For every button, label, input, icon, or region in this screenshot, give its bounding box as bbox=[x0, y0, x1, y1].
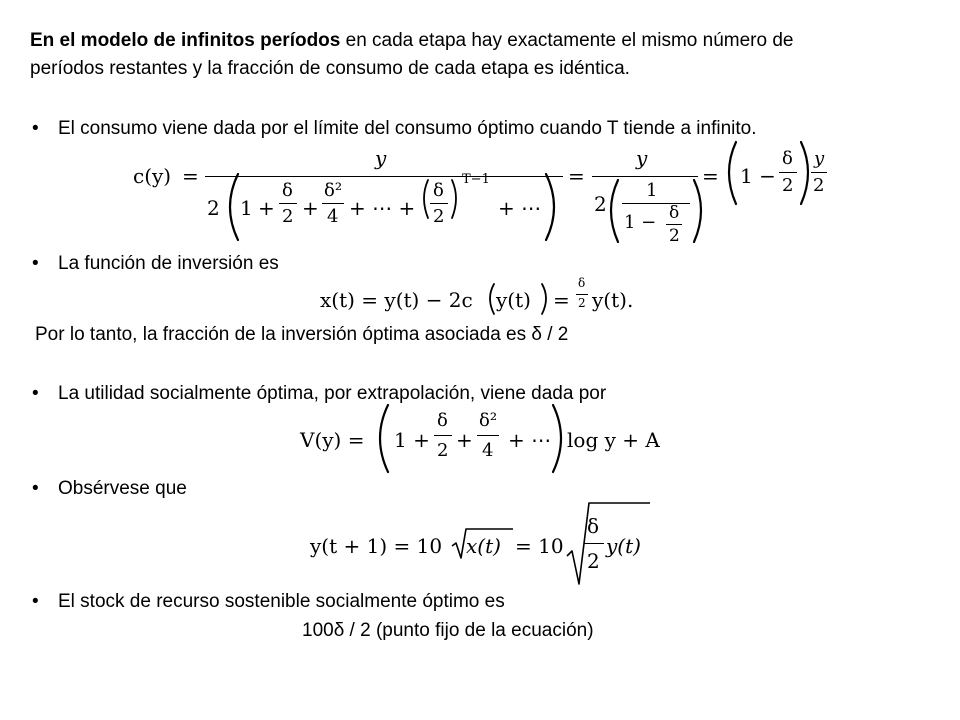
eq2-rhs: y(t). bbox=[592, 288, 634, 312]
eq4-radicand-1: x(t) bbox=[466, 534, 501, 558]
eq4-frac-den: 2 bbox=[587, 549, 600, 573]
eq1-plus-2: + bbox=[302, 196, 319, 220]
eq4-lhs: y(t + 1) = 10 bbox=[310, 534, 443, 558]
eq1-inner-one: 1 bbox=[646, 180, 658, 201]
eq2-frac-den: 2 bbox=[578, 296, 586, 310]
eq3-one: 1 + bbox=[394, 428, 430, 452]
eq2-frac-num: δ bbox=[578, 276, 586, 290]
bullet-2-text: La función de inversión es bbox=[58, 253, 279, 274]
bullet-2-conclusion: Por lo tanto, la fracción de la inversión óptima asociada es δ / 2 bbox=[35, 324, 569, 345]
eq1-second-right-paren bbox=[694, 180, 701, 242]
intro-rest: en cada etapa hay exactamente el mismo número de bbox=[340, 30, 794, 51]
bullet-4-marker: • bbox=[32, 478, 39, 499]
eq1-delta: δ bbox=[282, 180, 293, 201]
eq1-den-2b: 2 bbox=[433, 206, 445, 227]
eq1-equals-3: = bbox=[702, 164, 719, 188]
eq3-plus: + bbox=[456, 428, 473, 452]
eq1-right-paren bbox=[546, 174, 554, 240]
eq1-rhs-right-paren bbox=[801, 142, 808, 204]
eq3-lhs: V(y) = bbox=[300, 428, 365, 452]
eq3-left-paren bbox=[380, 405, 388, 472]
eq2-equals: = bbox=[553, 288, 570, 312]
eq1-rhs-delta: δ bbox=[782, 148, 793, 169]
eq1-plus: + bbox=[258, 196, 275, 220]
intro-bold: En el modelo de infinitos períodos bbox=[30, 30, 341, 51]
eq2-right-paren bbox=[542, 284, 546, 314]
eq1-two-2: 2 bbox=[594, 192, 607, 216]
eq1-two: 2 bbox=[207, 196, 220, 220]
eq1-small-left-paren bbox=[424, 180, 428, 218]
eq3-den-2: 2 bbox=[437, 440, 449, 461]
bullet-5-text: El stock de recurso sostenible socialmente óptimo es bbox=[58, 591, 505, 612]
bullet-5-marker: • bbox=[32, 591, 39, 612]
eq4-radical-1 bbox=[452, 529, 513, 558]
intro-line-2: períodos restantes y la fracción de consumo de cada etapa es idéntica. bbox=[30, 58, 630, 79]
eq1-lhs: c(y) bbox=[133, 164, 172, 188]
eq1-equals-2: = bbox=[568, 164, 585, 188]
eq4-frac-num: δ bbox=[587, 514, 600, 538]
eq1-left-paren bbox=[230, 174, 238, 240]
eq4-radical-2 bbox=[567, 503, 650, 584]
bullet-3-text: La utilidad socialmente óptima, por extrapolación, viene dada por bbox=[58, 383, 607, 404]
eq3-den-4: 4 bbox=[482, 440, 494, 461]
eq1-tail: + ⋯ bbox=[498, 196, 542, 220]
eq1-numerator: y bbox=[375, 146, 387, 170]
eq1-delta2: δ² bbox=[324, 180, 343, 201]
eq1-numerator-2: y bbox=[636, 146, 648, 170]
eq2-lhs: x(t) = y(t) − 2c bbox=[320, 288, 473, 312]
eq3-delta: δ bbox=[437, 410, 448, 431]
eq1-exponent: T−1 bbox=[462, 172, 490, 187]
eq4-equals: = 10 bbox=[515, 534, 564, 558]
eq1-one-minus-rhs: 1 − bbox=[740, 164, 776, 188]
bullet-1-marker: • bbox=[32, 118, 39, 139]
eq1-rhs-delta-den: 2 bbox=[782, 175, 794, 196]
eq1-rhs-y: y bbox=[814, 148, 825, 169]
eq1-rhs-y-den: 2 bbox=[813, 175, 825, 196]
eq1-dots: + ⋯ + bbox=[349, 196, 416, 220]
eq1-equals: = bbox=[182, 164, 199, 188]
eq3-rhs: log y + A bbox=[567, 428, 660, 452]
eq3-delta2: δ² bbox=[479, 410, 498, 431]
eq1-inner-delta: δ bbox=[669, 203, 680, 223]
bullet-4-text: Obsérvese que bbox=[58, 478, 187, 499]
bullet-1-text: El consumo viene dada por el límite del consumo óptimo cuando T tiende a infinito. bbox=[58, 118, 757, 139]
eq1-one-minus: 1 − bbox=[624, 212, 657, 233]
eq3-tail: + ⋯ bbox=[508, 428, 552, 452]
eq1-rhs-left-paren bbox=[729, 142, 736, 204]
eq2-left-paren bbox=[490, 284, 494, 314]
eq1-inner-den: 2 bbox=[669, 226, 680, 246]
eq2-inner: y(t) bbox=[496, 288, 531, 312]
eq3-right-paren bbox=[553, 405, 561, 472]
bullet-5-conclusion: 100δ / 2 (punto fijo de la ecuación) bbox=[302, 620, 594, 641]
eq1-small-right-paren bbox=[452, 180, 456, 218]
eq1-delta-b: δ bbox=[433, 180, 444, 201]
eq1-den-4: 4 bbox=[327, 206, 339, 227]
eq4-radicand-2: y(t) bbox=[606, 534, 641, 558]
eq1-second-left-paren bbox=[611, 180, 618, 242]
eq1-den-2: 2 bbox=[282, 206, 294, 227]
eq1-one: 1 bbox=[240, 196, 253, 220]
bullet-3-marker: • bbox=[32, 383, 39, 404]
bullet-2-marker: • bbox=[32, 253, 39, 274]
